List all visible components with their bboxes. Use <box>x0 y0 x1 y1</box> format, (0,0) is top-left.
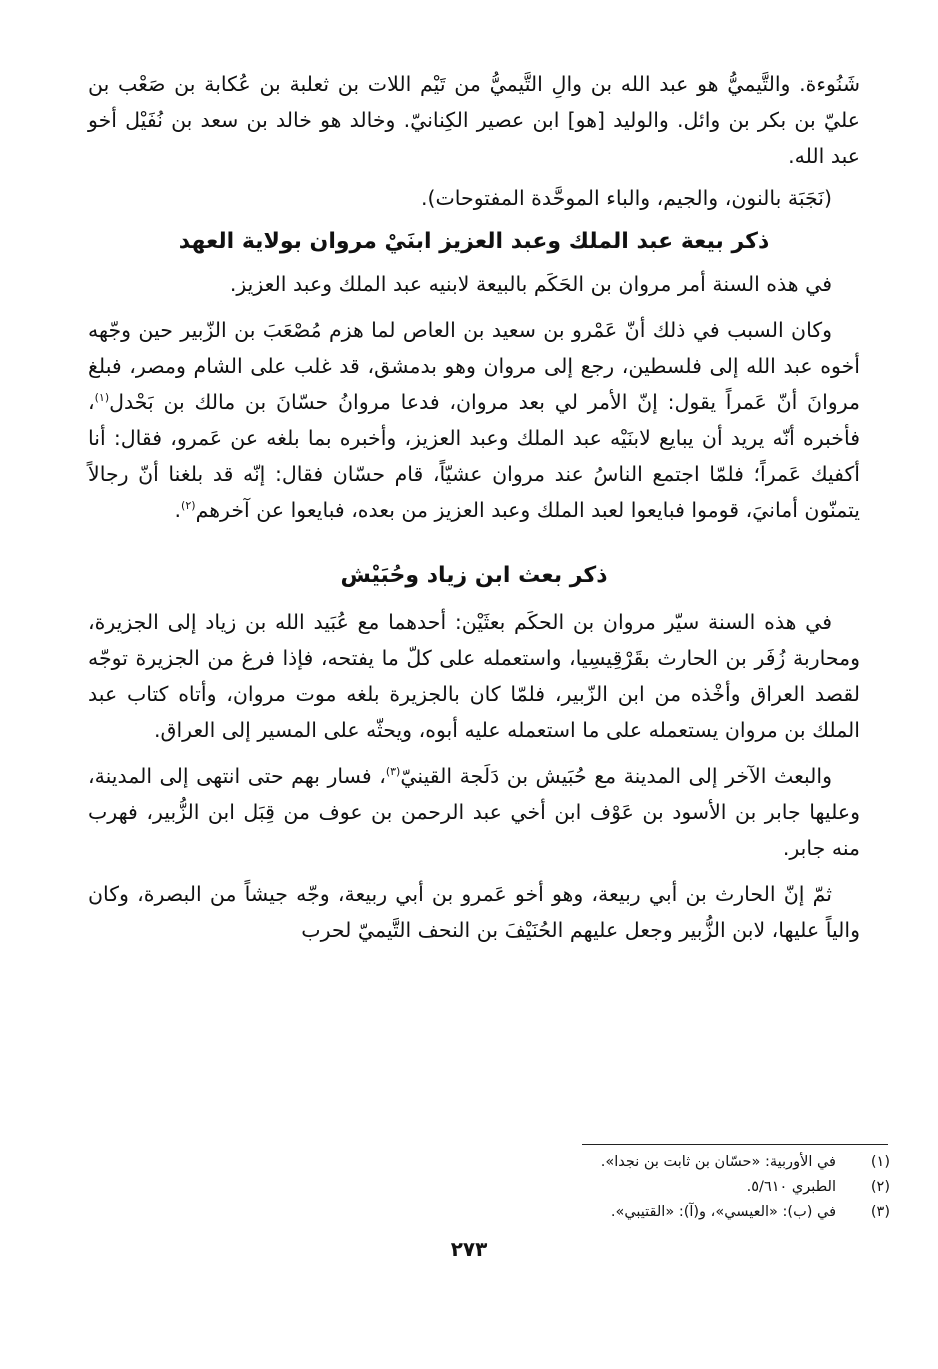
footnote-item <box>150 1150 890 1175</box>
paragraph-1: شَنُوءة. والتَّيميُّ هو عبد الله بن والِ التَّيميُّ من تَيْم اللات بن ثعلبة بن عُكابة بن صَعْب بن عليّ بن بكر بن وائل. والوليد [هو] ابن عصير الكِنانيّ. وخالد هو خالد بن سعد بن نُفَيْل أخو عبد الله. <box>88 72 860 168</box>
paragraph-7: ثمّ إنّ الحارث بن أبي ربيعة، وهو أخو عَمرو بن أبي ربيعة، وجّه جيشاً من البصرة، وكان والياً عليها، لابن الزُّبير وجعل عليهم الحُنَيْفَ بن النحف التَّيميّ لحرب <box>88 882 860 942</box>
footnote-number: (١) <box>870 1154 890 1170</box>
section-heading-1: ذكر بيعة عبد الملك وعبد العزيز ابنَيْ مروان بولاية العهد <box>178 229 770 254</box>
paragraph-4 <box>88 312 860 528</box>
footnote-ref-2: (٢) <box>181 499 196 513</box>
footnote-text: في (ب): «العيسي»، و(آ): «القتيبي». <box>610 1204 836 1220</box>
paragraph-6-part-b: ، فسار بهم حتى انتهى إلى المدينة، وعليها جابر بن الأسود بن عَوْف ابن أخي عبد الرحمن بن عوف من قِبَل ابن الزُّبير، فهرب منه جابر. <box>88 764 860 860</box>
paragraph-5: في هذه السنة سيّر مروان بن الحكَم بعثَيْن: أحدهما مع عُبَيد الله بن زياد إلى الجزيرة، ومحاربة زُفَر بن الحارث بقَرْقِيسِيا، واستعمله على كلّ ما يفتحه، فإذا فرغ من الجزيرة توجّه لقصد العراق وأخْذه من ابن الزّبير، فلمّا كان بالجزيرة بلغه موت مروان، وأتاه كتاب عبد الملك بن مروان يستعمله على ما استعمله عليه أبوه، ويحثّه على المسير إلى العراق. <box>88 610 860 742</box>
footnote-item <box>150 1200 890 1225</box>
footnote-divider <box>582 1144 888 1145</box>
paragraph-6 <box>88 758 860 866</box>
section-heading-2: ذكر بعث ابن زياد وحُبَيْش <box>340 563 608 588</box>
main-text <box>88 66 860 948</box>
footnote-text: الطبري ٥/٦١٠. <box>746 1179 836 1195</box>
paragraph-4-part-a: وكان السبب في ذلك أنّ عَمْرو بن سعيد بن العاص لما هزم مُصْعَبَ بن الزّبير حين وجّهه أخوه عبد الله إلى فلسطين، رجع إلى مروان وهو بدمشق، قد غلب على الشام ومصر، فبلغ مروانَ أنّ عَمراً يقول: إنّ الأمر لي بعد مروان، فدعا مروانُ حسّانَ بن مالك بن بَحْدل <box>88 318 860 414</box>
paragraph-6-part-a: والبعث الآخر إلى المدينة مع حُبَيش بن دَلَجة القينيّ <box>400 764 832 788</box>
footnote-ref-1: (١) <box>94 391 110 405</box>
footnote-number: (٢) <box>870 1179 890 1195</box>
paragraph-3: في هذه السنة أمر مروان بن الحَكَم بالبيعة لابنيه عبد الملك وعبد العزيز. <box>229 272 832 296</box>
paragraph-4-part-b: ، فأخبره أنّه يريد أن يبايع لابنَيْه عبد الملك وعبد العزيز، وأخبره بما بلغه عن عَمرو، فقال: أنا أكفيك عَمراً؛ فلمّا اجتمع الناسُ عند مروان عشيّاً، قام حسّان فقال: إنّه قد بلغنا أنّ رجالاً يتمنّون أمانيَ، قوموا فبايعوا لعبد الملك وعبد العزيز من بعده، فبايعوا عن آخرهم <box>88 390 860 522</box>
page-number: ٢٧٣ <box>450 1237 488 1261</box>
footnote-text: في الأوربية: «حسّان بن ثابت بن نجدا». <box>600 1154 836 1170</box>
footnote-item <box>150 1175 890 1200</box>
footnote-number: (٣) <box>870 1204 890 1220</box>
footnote-ref-3: (٣) <box>385 765 401 779</box>
paragraph-2: (نَجَبَة بالنون، والجيم، والباء الموحَّدة المفتوحات). <box>420 186 832 210</box>
footnotes <box>150 1150 890 1225</box>
paragraph-4-part-c: . <box>174 498 182 522</box>
